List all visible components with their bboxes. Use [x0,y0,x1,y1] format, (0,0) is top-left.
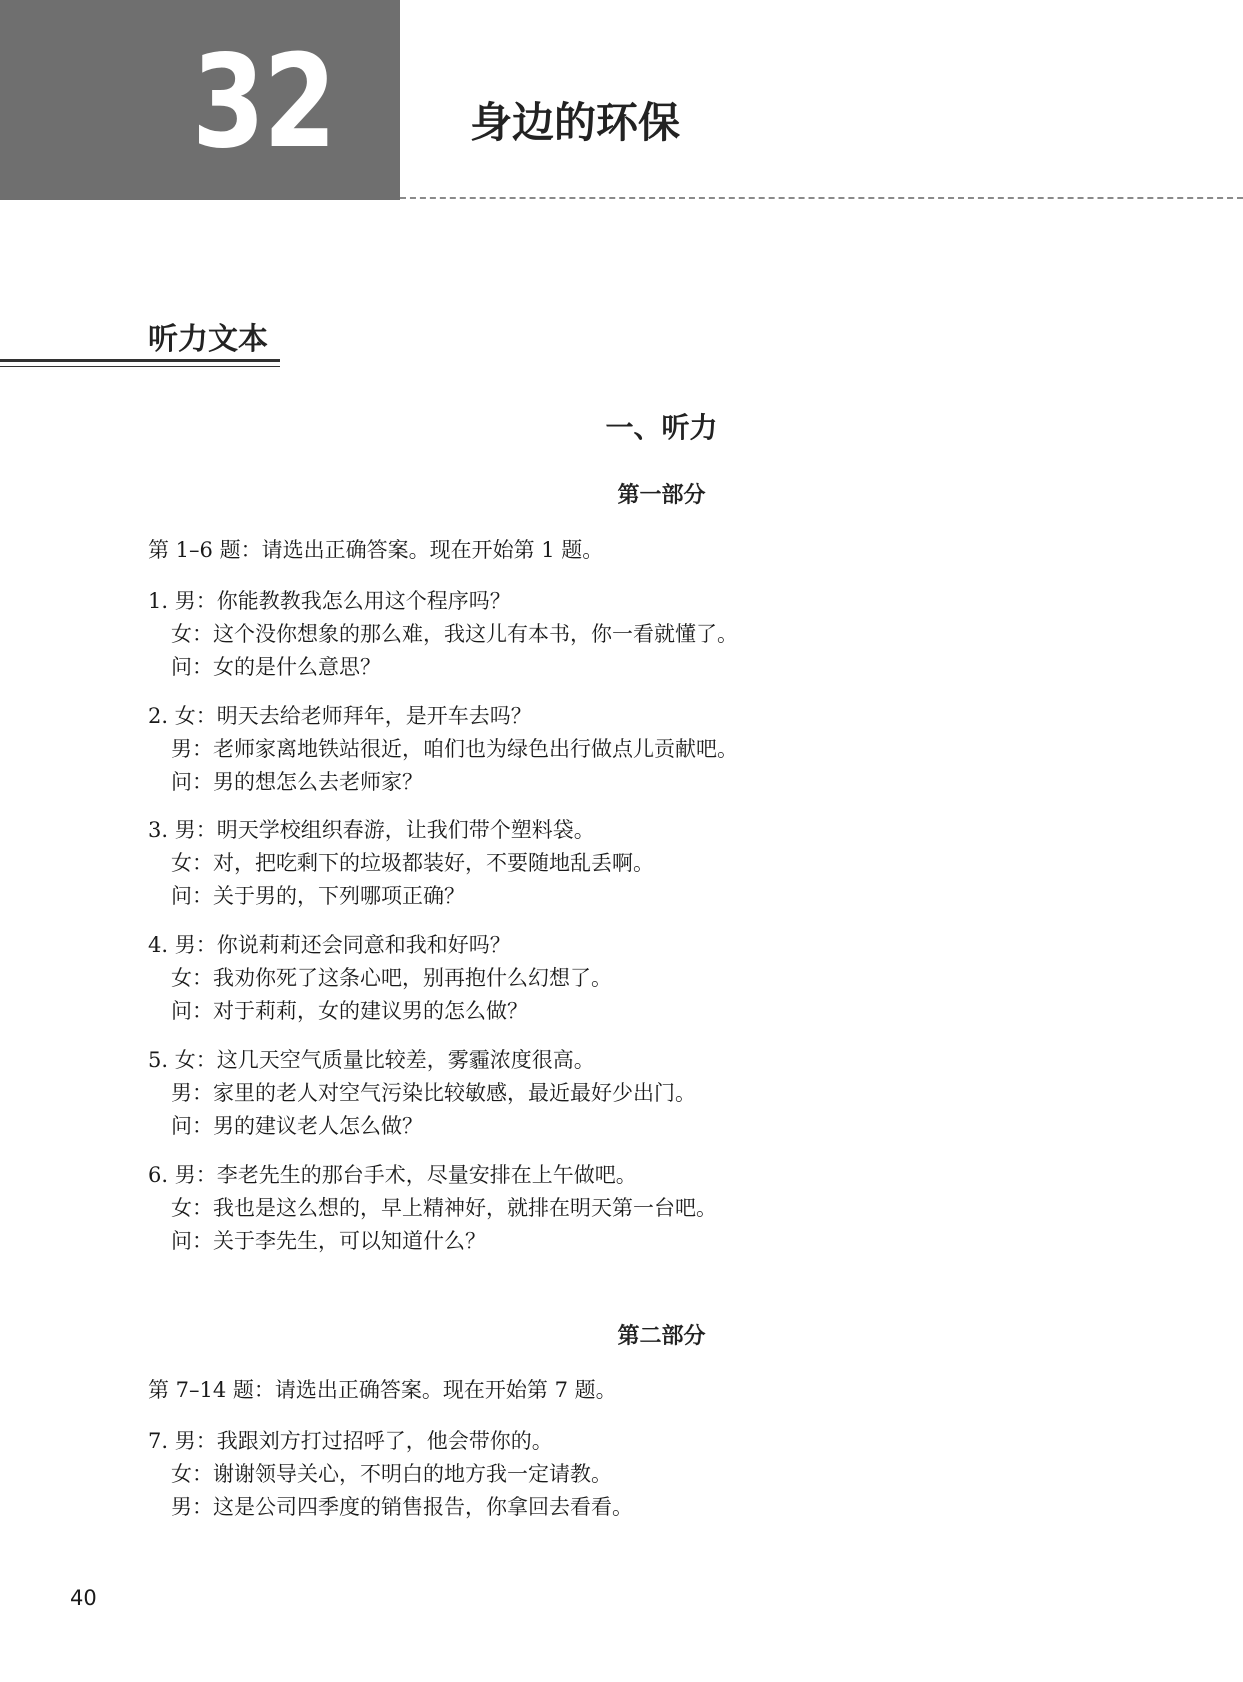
page-number: 40 [70,1586,97,1610]
section-underline-thin [0,366,280,367]
question-2 [148,700,738,799]
lesson-title: 身边的环保 [470,98,681,147]
question-1 [148,585,738,684]
question-line: 5. 女：这几天空气质量比较差，雾霾浓度很高。 [148,1048,595,1072]
question-line: 3. 男：明天学校组织春游，让我们带个塑料袋。 [148,818,595,842]
part1-instruction: 第 1–6 题：请选出正确答案。现在开始第 1 题。 [148,538,604,562]
listening-title: 一、听力 [605,411,718,444]
lesson-number-block [0,0,400,200]
question-7 [148,1425,633,1524]
question-line: 问：对于莉莉，女的建议男的怎么做？ [171,999,528,1023]
header-dashed-divider [400,197,1243,199]
question-line: 女：我劝你死了这条心吧，别再抱什么幻想了。 [171,966,612,990]
part2-instruction: 第 7–14 题：请选出正确答案。现在开始第 7 题。 [148,1378,617,1402]
question-line: 女：这个没你想象的那么难，我这儿有本书，你一看就懂了。 [171,622,738,646]
question-line: 问：关于李先生，可以知道什么？ [171,1229,486,1253]
part2-title: 第二部分 [617,1324,706,1349]
question-line: 男：家里的老人对空气污染比较敏感，最近最好少出门。 [171,1081,696,1105]
question-line: 女：对，把吃剩下的垃圾都装好，不要随地乱丢啊。 [171,851,654,875]
question-5 [148,1044,696,1143]
question-line: 女：我也是这么想的，早上精神好，就排在明天第一台吧。 [171,1196,717,1220]
question-line: 问：男的建议老人怎么做？ [171,1114,423,1138]
part1-title: 第一部分 [617,483,706,508]
question-line: 问：关于男的，下列哪项正确？ [171,884,465,908]
question-line: 6. 男：李老先生的那台手术，尽量安排在上午做吧。 [148,1163,637,1187]
section-heading: 听力文本 [148,322,268,357]
question-4 [148,929,612,1028]
question-line: 2. 女：明天去给老师拜年，是开车去吗？ [148,704,532,728]
question-line: 男：这是公司四季度的销售报告，你拿回去看看。 [171,1495,633,1519]
question-6 [148,1159,717,1258]
question-line: 4. 男：你说莉莉还会同意和我和好吗？ [148,933,511,957]
question-3 [148,814,654,913]
question-line: 1. 男：你能教教我怎么用这个程序吗？ [148,589,511,613]
lesson-number: 32 [192,28,335,177]
question-line: 问：女的是什么意思？ [171,655,381,679]
question-line: 男：老师家离地铁站很近，咱们也为绿色出行做点儿贡献吧。 [171,737,738,761]
question-line: 问：男的想怎么去老师家？ [171,770,423,794]
question-line: 7. 男：我跟刘方打过招呼了，他会带你的。 [148,1429,553,1453]
section-underline-thick [0,359,280,362]
question-line: 女：谢谢领导关心，不明白的地方我一定请教。 [171,1462,612,1486]
